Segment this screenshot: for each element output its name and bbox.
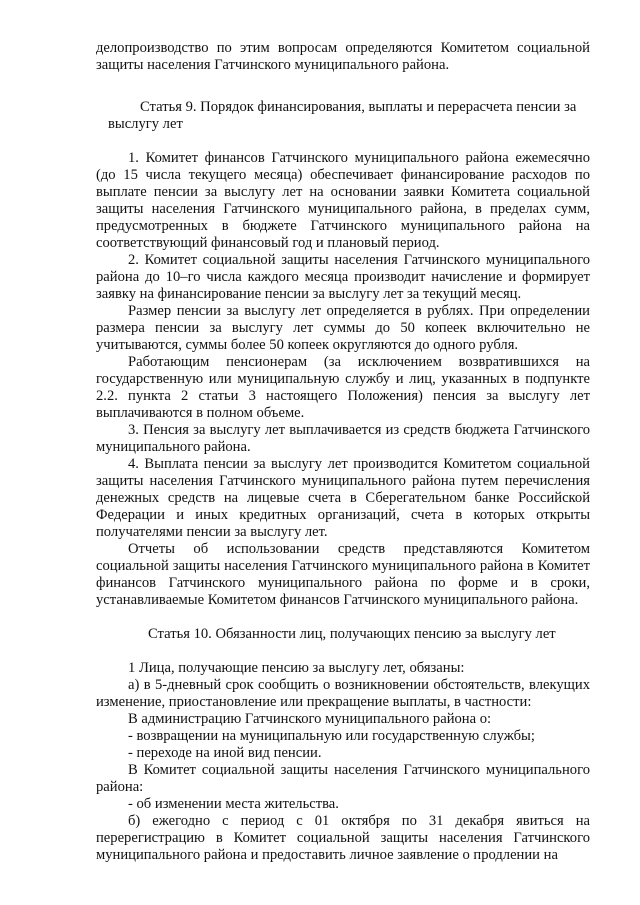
article-9-paragraph-4: Работающим пенсионерам (за исключением возвратившихся на государственную или муниципальную службу и лиц, указанных в подпункте 2.2. пункта 2 статьи 3 настоящего Положения) пенсия за выслугу лет выплачиваются в полном объеме.: [96, 354, 590, 421]
article-9-paragraph-5: 3. Пенсия за выслугу лет выплачивается из средств бюджета Гатчинского муниципального района.: [96, 422, 590, 455]
article-10-paragraph-8: б) ежегодно с период с 01 октября по 31 декабря явиться на перерегистрацию в Комитет социальной защиты населения Гатчинского муниципального района и предоставить личное заявление о продлении на: [96, 813, 590, 863]
article-9-title-continued: выслугу лет: [108, 116, 183, 132]
article-10-title: Статья 10. Обязанности лиц, получающих пенсию за выслугу лет: [148, 626, 556, 642]
article-10-paragraph-1: 1 Лица, получающие пенсию за выслугу лет, обязаны:: [128, 660, 465, 676]
article-9-paragraph-1: 1. Комитет финансов Гатчинского муниципального района ежемесячно (до 15 числа текущего месяца) обеспечивает финансирование расходов по выплате пенсии за выслугу лет на основании заявки Комитета социальной защиты населения Гатчинского муниципального района, в пределах сумм, предусмотренных в бюджете Гатчинского муниципального района на соответствующий финансовый год и плановый период.: [96, 150, 590, 251]
article-10-paragraph-3: В администрацию Гатчинского муниципального района о:: [128, 711, 492, 727]
article-9-paragraph-3: Размер пенсии за выслугу лет определяется в рублях. При определении размера пенсии за выслугу лет суммы до 50 копеек включительно не учитываются, суммы более 50 копеек округляются до одного рубля.: [96, 303, 590, 353]
article-9-paragraph-2: 2. Комитет социальной защиты населения Гатчинского муниципального района до 10–го числа каждого месяца производит начисление и формирует заявку на финансирование пенсии за выслугу лет за текущий месяц.: [96, 252, 590, 302]
article-9-paragraph-7: Отчеты об использовании средств представляются Комитетом социальной защиты населения Гатчинского муниципального района в Комитет финансов Гатчинского муниципального района по форме и в сроки, устанавливаемые Комитетом финансов Гатчинского муниципального района.: [96, 541, 590, 608]
article-10-paragraph-6: В Комитет социальной защиты населения Гатчинского муниципального района:: [96, 762, 590, 795]
intro-paragraph: делопроизводство по этим вопросам определяются Комитетом социальной защиты населения Гатчинского муниципального района.: [96, 40, 590, 73]
article-9-paragraph-6: 4. Выплата пенсии за выслугу лет производится Комитетом социальной защиты населения Гатчинского муниципального района путем перечисления денежных средств на лицевые счета в Сберегательном банке Российской Федерации и иных кредитных организаций, счета в которых открыты получателями пенсии за выслугу лет.: [96, 456, 590, 540]
article-9-title: Статья 9. Порядок финансирования, выплаты и перерасчета пенсии за: [140, 99, 577, 115]
article-10-paragraph-4: - возвращении на муниципальную или государственную службы;: [128, 728, 535, 744]
article-10-paragraph-5: - переходе на иной вид пенсии.: [128, 745, 322, 761]
article-10-paragraph-2: а) в 5-дневный срок сообщить о возникновении обстоятельств, влекущих изменение, приостановление или прекращение выплаты, в частности:: [96, 677, 590, 710]
article-10-paragraph-7: - об изменении места жительства.: [128, 796, 339, 812]
